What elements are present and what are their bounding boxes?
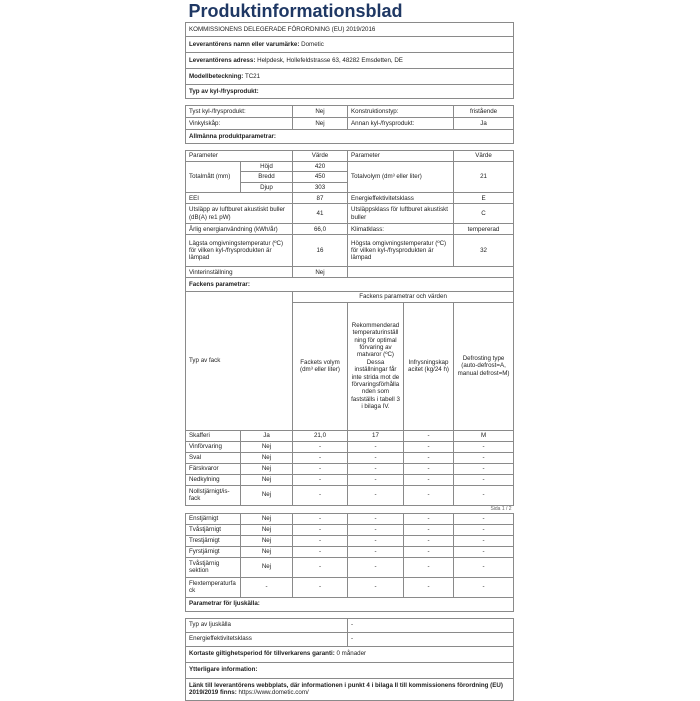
compartment-name: Fyrstjärnigt [186, 546, 241, 557]
compartment-volume: - [293, 524, 348, 535]
compartment-row [186, 577, 514, 597]
compartment-freezing: - [404, 441, 454, 452]
compartment-freezing: - [404, 485, 454, 505]
compartment-name: Flextemperaturfack [186, 577, 241, 597]
link-row [186, 678, 514, 700]
compartment-temp: - [348, 513, 404, 524]
compartment-volume: - [293, 452, 348, 463]
climate-value: tempererad [454, 224, 514, 235]
eei-label: EEI [186, 193, 293, 204]
compartment-present: Nej [241, 535, 293, 546]
compartment-present: Nej [241, 441, 293, 452]
max-temp-label: Högsta omgivningstemperatur (ºC) för vilken kyl-/frysprodukten är lämpad [348, 235, 454, 267]
compartment-row [186, 535, 514, 546]
compartment-row [186, 513, 514, 524]
compartment-defrost: - [454, 452, 514, 463]
compartment-defrost: - [454, 485, 514, 505]
other-value: Ja [454, 118, 514, 130]
wine-label: Vinkylskåp: [186, 118, 293, 130]
compartment-present: Nej [241, 546, 293, 557]
compartment-freezing: - [404, 535, 454, 546]
volume-label: Totalvolym (dm³ eller liter) [348, 162, 454, 193]
compartment-freezing: - [404, 452, 454, 463]
compartment-temp: - [348, 577, 404, 597]
compartment-volume: - [293, 513, 348, 524]
empty-cell [348, 267, 514, 278]
compartment-heading: Fackens parametrar: [186, 278, 514, 292]
eei-row [186, 193, 514, 204]
model-value: TC21 [244, 72, 261, 80]
compartment-name: Sval [186, 452, 241, 463]
energy-class-value: E [454, 193, 514, 204]
compartment-temp: - [348, 535, 404, 546]
compartment-row [186, 557, 514, 577]
compartment-present: Nej [241, 452, 293, 463]
compartment-name: Nollstjärnigt/is-fack [186, 485, 241, 505]
compartment-name: Skafferi [186, 430, 241, 441]
compartment-defrost: - [454, 463, 514, 474]
light-type-value: - [348, 618, 514, 632]
noise-label: Utsläpp av luftburet akustiskt buller (dB(A) re1 pW) [186, 204, 293, 224]
compartment-temp: - [348, 474, 404, 485]
min-temp-label: Lägsta omgivningstemperatur (ºC) för vilken kyl-/frysprodukten är lämpad [186, 235, 293, 267]
compartment-temp: - [348, 452, 404, 463]
compartment-freezing: - [404, 463, 454, 474]
compartment-freezing: - [404, 474, 454, 485]
address-label: Leverantörens adress: [189, 56, 256, 64]
compartment-row [186, 524, 514, 535]
compartment-row [186, 463, 514, 474]
compartment-row [186, 546, 514, 557]
compartment-name: Nedkylning [186, 474, 241, 485]
temp-range-row [186, 235, 514, 267]
compartment-volume: - [293, 557, 348, 577]
compartment-freezing: - [404, 557, 454, 577]
dims-label: Totalmått (mm) [186, 162, 241, 193]
compartment-temp: - [348, 557, 404, 577]
height-value: 420 [293, 162, 348, 172]
warranty-row [186, 646, 514, 662]
page-number: Sida 1 / 2 [490, 506, 512, 513]
regulation-subtitle: KOMMISSIONENS DELEGERADE FÖRORDNING (EU) 2019/2016 [186, 23, 514, 37]
compartment-freezing-header: Infrysningskapacitet (kg/24 h) [404, 302, 454, 430]
volume-value: 21 [454, 162, 514, 193]
light-class-label: Energieffektivitetsklass [186, 632, 348, 646]
height-label: Höjd [241, 162, 293, 172]
compartment-temp-header: Rekommenderad temperaturinställning för optimal förvaring av matvaror (ºC) Dessa inställningar får inte strida mot de förvaringsförhållanden som fastställs i tabell 3 i bilaga IV. [348, 302, 404, 430]
compartment-volume: - [293, 474, 348, 485]
compartment-present: Ja [241, 430, 293, 441]
width-value: 450 [293, 172, 348, 182]
compartment-header-row [186, 292, 514, 302]
quiet-row [186, 106, 514, 118]
sheet-table [185, 0, 514, 701]
compartment-freezing: - [404, 546, 454, 557]
general-heading: Allmänna produktparametrar: [186, 130, 514, 144]
other-label: Annan kyl-/frysprodukt: [348, 118, 454, 130]
supplier-row [186, 37, 514, 53]
compartment-present: Nej [241, 513, 293, 524]
compartment-temp: - [348, 463, 404, 474]
compartment-volume-header: Fackets volym (dm³ eller liter) [293, 302, 348, 430]
compartment-defrost: - [454, 577, 514, 597]
compartment-group-header: Fackens parametrar och värden [293, 292, 514, 302]
compartment-present: Nej [241, 524, 293, 535]
compartment-row [186, 452, 514, 463]
dims-row [186, 162, 514, 172]
compartment-defrost-header: Defrosting type (auto-defrost=A, manual defrost=M) [454, 302, 514, 430]
param-header: Parameter [348, 151, 454, 162]
construction-label: Konstruktionstyp: [348, 106, 454, 118]
compartment-name: Enstjärnigt [186, 513, 241, 524]
depth-value: 303 [293, 182, 348, 192]
compartment-freezing: - [404, 430, 454, 441]
model-label: Modellbeteckning: [189, 72, 244, 80]
compartment-present: Nej [241, 485, 293, 505]
compartment-volume: - [293, 577, 348, 597]
light-class-row [186, 632, 514, 646]
address-value: Helpdesk, Hollefeldstrasse 63, 48282 Emsdetten, DE [257, 56, 403, 64]
compartment-present: - [241, 577, 293, 597]
page-title: Produktinformationsblad [188, 1, 403, 21]
compartment-row [186, 474, 514, 485]
compartment-volume: 21,0 [293, 430, 348, 441]
compartment-defrost: - [454, 513, 514, 524]
value-header: Värde [293, 151, 348, 162]
warranty-value: 0 månader [336, 650, 367, 658]
compartment-defrost: - [454, 546, 514, 557]
depth-label: Djup [241, 182, 293, 192]
wine-row [186, 118, 514, 130]
compartment-temp: - [348, 546, 404, 557]
compartment-volume: - [293, 546, 348, 557]
compartment-name: Färskvaror [186, 463, 241, 474]
compartment-volume: - [293, 485, 348, 505]
model-row [186, 69, 514, 85]
compartment-row [186, 441, 514, 452]
more-heading: Ytterligare information: [186, 662, 514, 678]
compartment-name: Trestjärnigt [186, 535, 241, 546]
max-temp-value: 32 [454, 235, 514, 267]
compartment-volume: - [293, 441, 348, 452]
compartment-temp: - [348, 441, 404, 452]
noise-value: 41 [293, 204, 348, 224]
compartment-defrost: - [454, 557, 514, 577]
compartment-name: Vinförvaring [186, 441, 241, 452]
eei-value: 87 [293, 193, 348, 204]
light-class-value: - [348, 632, 514, 646]
width-label: Bredd [241, 172, 293, 182]
climate-label: Klimatklass: [348, 224, 454, 235]
construction-value: fristående [454, 106, 514, 118]
winter-row [186, 267, 514, 278]
light-type-label: Typ av ljuskälla [186, 618, 348, 632]
link-text: Länk till leverantörens webbplats, där informationen i punkt 4 i bilaga II till kommissionens förordning (EU) 2019/2019 finns: [189, 681, 503, 697]
supplier-value: Dometic [301, 40, 324, 48]
compartment-present: Nej [241, 557, 293, 577]
compartment-present: Nej [241, 474, 293, 485]
compartment-defrost: - [454, 474, 514, 485]
value-header: Värde [454, 151, 514, 162]
compartment-name: Tvåstjärnigt [186, 524, 241, 535]
compartment-type-header: Typ av fack [186, 292, 293, 430]
noise-row [186, 204, 514, 224]
product-information-sheet [185, 0, 513, 700]
param-header: Parameter [186, 151, 293, 162]
supplier-label: Leverantörens namn eller varumärke: [189, 40, 300, 48]
winter-value: Nej [293, 267, 348, 278]
min-temp-value: 16 [293, 235, 348, 267]
annual-energy-row [186, 224, 514, 235]
spacer [186, 99, 514, 106]
compartment-freezing: - [404, 513, 454, 524]
supplier-link[interactable]: https://www.dometic.com/ [238, 689, 309, 697]
param-header-row [186, 151, 514, 162]
type-heading: Typ av kyl-/frysprodukt: [186, 85, 514, 99]
light-heading: Parametrar för ljuskälla: [186, 597, 514, 611]
compartment-defrost: - [454, 535, 514, 546]
annual-energy-label: Årlig energianvändning (kWh/år) [186, 224, 293, 235]
energy-class-label: Energieffektivitetsklass [348, 193, 454, 204]
compartment-temp: - [348, 524, 404, 535]
quiet-label: Tyst kyl-/frysprodukt: [186, 106, 293, 118]
compartment-volume: - [293, 463, 348, 474]
compartment-temp: 17 [348, 430, 404, 441]
compartment-freezing: - [404, 577, 454, 597]
compartment-defrost: - [454, 441, 514, 452]
spacer [186, 611, 514, 618]
compartment-present: Nej [241, 463, 293, 474]
noise-class-value: C [454, 204, 514, 224]
address-row [186, 53, 514, 69]
warranty-label: Kortaste giltighetsperiod för tillverkarens garanti: [189, 650, 335, 658]
wine-value: Nej [293, 118, 348, 130]
compartment-temp: - [348, 485, 404, 505]
quiet-value: Nej [293, 106, 348, 118]
annual-energy-value: 66,0 [293, 224, 348, 235]
compartment-name: Tvåstjärnig sektion [186, 557, 241, 577]
compartment-volume: - [293, 535, 348, 546]
compartment-row [186, 485, 514, 505]
noise-class-label: Utsläppsklass för luftburet akustiskt buller [348, 204, 454, 224]
winter-label: Vinterinställning [186, 267, 293, 278]
compartment-row [186, 430, 514, 441]
spacer [186, 144, 514, 151]
compartment-defrost: - [454, 524, 514, 535]
compartment-freezing: - [404, 524, 454, 535]
light-type-row [186, 618, 514, 632]
compartment-defrost: M [454, 430, 514, 441]
